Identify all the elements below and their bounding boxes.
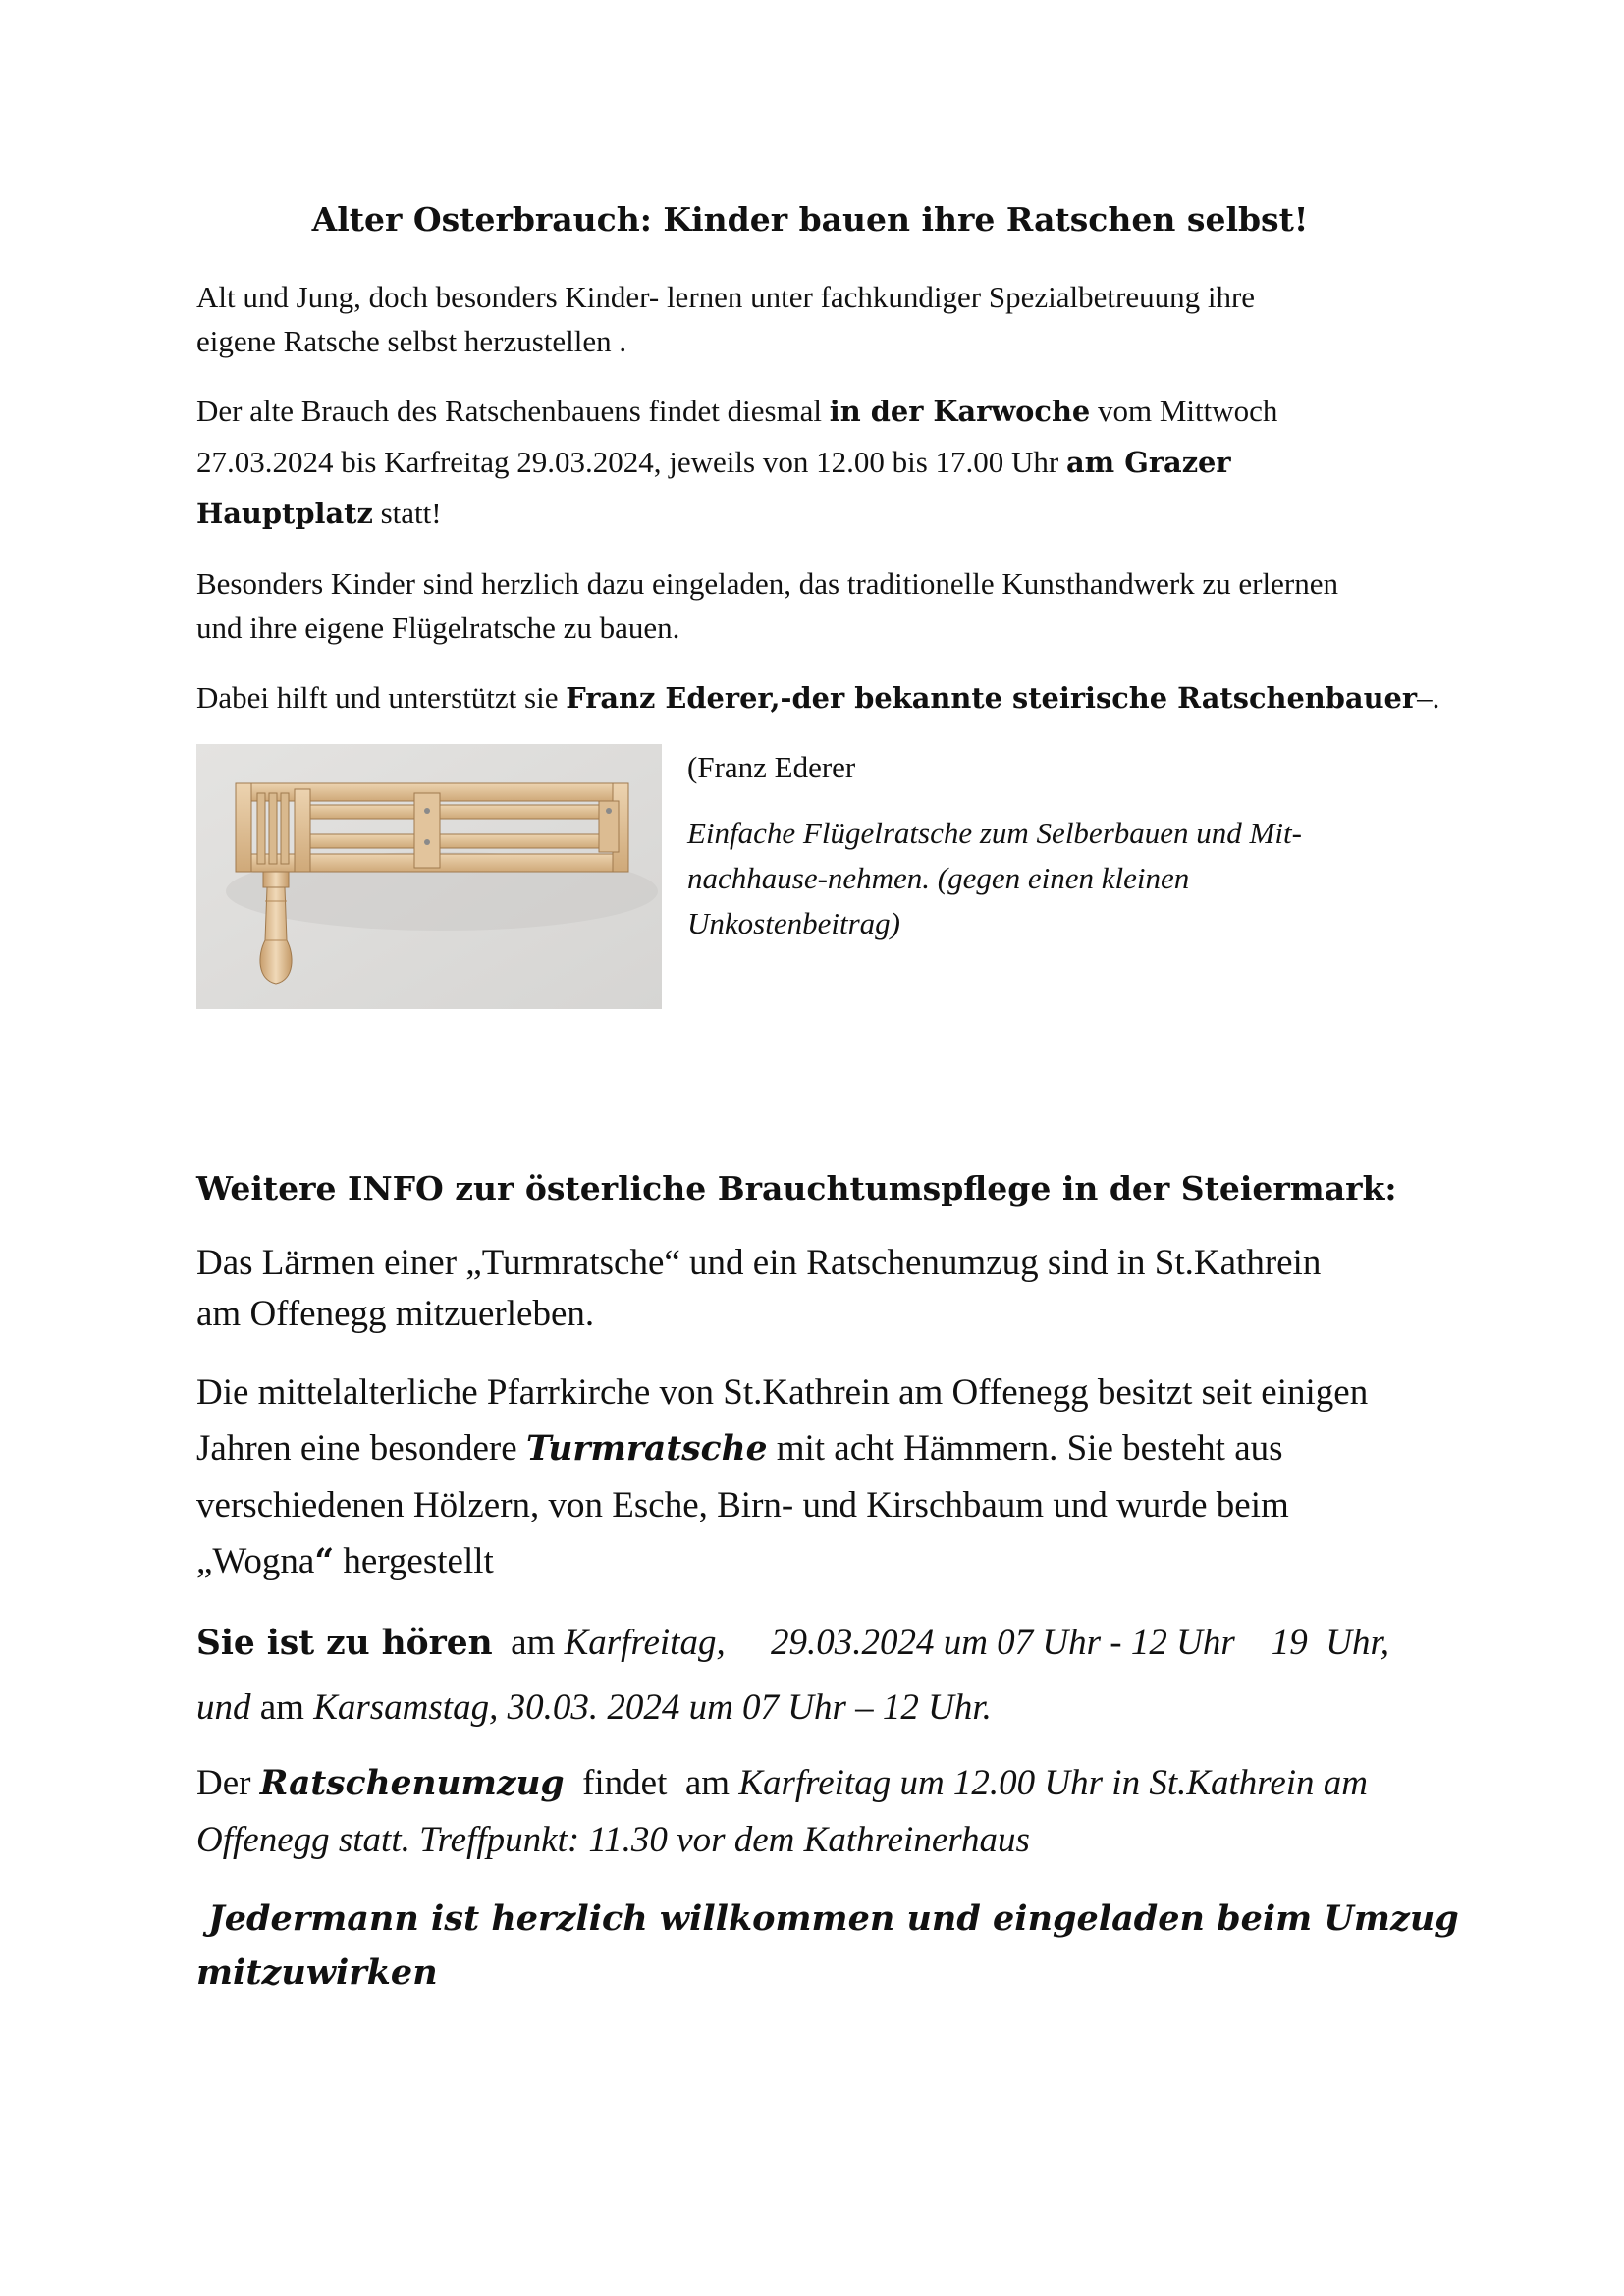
procession-text: Der — [196, 1763, 260, 1803]
turmratsche-description — [196, 1364, 1463, 1590]
helper-paragraph — [196, 675, 1492, 721]
schedule-dates: 27.03.2024 bis Karfreitag 29.03.2024, jeweils von 12.00 bis 17.00 Uhr — [196, 445, 1066, 479]
intro-paragraph — [196, 275, 1463, 363]
closing-invitation — [196, 1892, 1473, 2000]
ratschenbauer-highlight: Franz Ederer,-der bekannte steirische Ratschenbauer — [566, 681, 1418, 715]
procession-paragraph — [196, 1755, 1463, 1868]
photo-caption-name: (Franz Ederer — [687, 750, 856, 784]
turmratsche-intro — [196, 1238, 1463, 1340]
para-text: mit acht Hämmern. Sie besteht aus — [767, 1428, 1283, 1468]
caption-line: nachhause-nehmen. (gegen einen kleinen — [687, 861, 1190, 895]
zu-hoeren-highlight: Sie ist zu hören — [196, 1624, 493, 1663]
quote-mark: “ — [314, 1542, 335, 1581]
section-heading: Weitere INFO zur österliche Brauchtumspflege in der Steiermark: — [196, 1169, 1397, 1207]
location-highlight: am Grazer — [1065, 446, 1231, 479]
schedule-text: statt! — [372, 496, 442, 530]
ringing-times — [196, 1611, 1463, 1739]
karwoche-highlight: in der Karwoche — [829, 395, 1091, 428]
para-text: hergestellt — [334, 1541, 494, 1581]
procession-text: findet am — [564, 1763, 739, 1803]
location-highlight: Hauptplatz — [196, 497, 373, 530]
invitation-paragraph — [196, 561, 1463, 650]
intro-line-2: eigene Ratsche selbst herzustellen . — [196, 324, 627, 358]
karsamstag-times: Karsamstag, 30.03. 2024 um 07 Uhr – 12 Uhr. — [313, 1687, 992, 1728]
times-text: am — [492, 1623, 565, 1663]
karfreitag-times: Karfreitag, 29.03.2024 um 07 Uhr - 12 Uhr 19 Uhr, — [564, 1623, 1390, 1663]
photo-caption — [687, 811, 1434, 946]
para-line: am Offenegg mitzuerleben. — [196, 1294, 595, 1334]
para-line: verschiedenen Hölzern, von Esche, Birn- und Kirschbaum und wurde beim — [196, 1485, 1289, 1525]
invitation-line-2: und ihre eigene Flügelratsche zu bauen. — [196, 611, 680, 645]
schedule-text: vom Mittwoch — [1090, 394, 1278, 428]
times-text: am — [250, 1687, 314, 1728]
closing-line: Jedermann ist herzlich willkommen und eingeladen beim Umzug — [196, 1898, 1459, 1939]
para-line: Das Lärmen einer „Turmratsche“ und ein Ratschenumzug sind in St.Kathrein — [196, 1243, 1322, 1283]
caption-line: Unkostenbeitrag) — [687, 906, 900, 940]
helper-text: Dabei hilft und unterstützt sie — [196, 680, 567, 715]
invitation-line-1: Besonders Kinder sind herzlich dazu eingeladen, das traditionelle Kunsthandwerk zu erlernen — [196, 566, 1338, 601]
turmratsche-highlight: Turmratsche — [525, 1429, 768, 1468]
procession-time: Karfreitag um 12.00 Uhr in St.Kathrein am — [738, 1763, 1368, 1803]
para-text: Jahren eine besondere — [196, 1428, 526, 1468]
document-title: Alter Osterbrauch: Kinder bauen ihre Ratschen selbst! — [311, 200, 1309, 239]
closing-line: mitzuwirken — [196, 1952, 438, 1993]
intro-line-1: Alt und Jung, doch besonders Kinder- lernen unter fachkundiger Spezialbetreuung ihre — [196, 280, 1256, 314]
times-text: und — [196, 1687, 251, 1728]
caption-line: Einfache Flügelratsche zum Selberbauen und Mit- — [687, 816, 1302, 850]
meeting-point: Offenegg statt. Treffpunkt: 11.30 vor dem Kathreinerhaus — [196, 1820, 1030, 1860]
para-line: Die mittelalterliche Pfarrkirche von St.Kathrein am Offenegg besitzt seit einigen — [196, 1372, 1369, 1413]
ratschenumzug-highlight: Ratschenumzug — [259, 1764, 565, 1803]
helper-text: –. — [1417, 680, 1440, 715]
fluegelratsche-photo — [196, 744, 662, 1009]
para-text: „Wogna — [196, 1541, 315, 1581]
schedule-text: Der alte Brauch des Ratschenbauens findet diesmal — [196, 394, 830, 428]
schedule-paragraph — [196, 386, 1463, 539]
